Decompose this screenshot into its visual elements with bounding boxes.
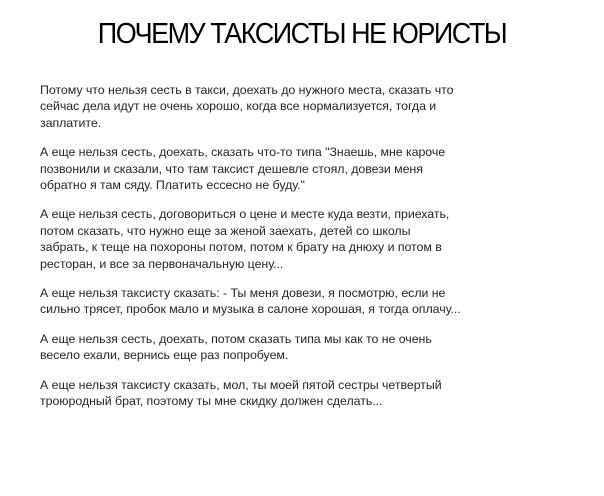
text-line: заплатите.: [40, 115, 102, 130]
page-title: ПОЧЕМУ ТАКСИСТЫ НЕ ЮРИСТЫ: [97, 18, 507, 50]
text-line: А еще нельзя сесть, договориться о цене и месте куда везти, приехать,: [40, 207, 450, 222]
text-line: А еще нельзя таксисту сказать: - Ты меня довези, я посмотрю, если не: [40, 286, 446, 301]
text-line: забрать, к теще на похороны потом, потом к брату на днюху и потом в: [40, 240, 442, 255]
paragraph-2: [40, 144, 585, 193]
text-line: обратно я там сяду. Платить ессесно не буду.": [40, 178, 305, 193]
text-line: потом сказать, что нужно еще за женой заехать, детей со школы: [40, 223, 411, 238]
document-body: [40, 82, 585, 423]
paragraph-4: [40, 285, 585, 318]
text-line: А еще нельзя сесть, доехать, потом сказать типа мы как то не очень: [40, 331, 432, 346]
text-line: А еще нельзя сесть, доехать, сказать что-то типа "Знаешь, мне кароче: [40, 145, 446, 160]
text-line: сильно трясет, пробок мало и музыка в салоне хорошая, я тогда оплачу...: [40, 302, 461, 317]
paragraph-1: [40, 82, 585, 131]
text-line: А еще нельзя таксисту сказать, мол, ты моей пятой сестры четвертый: [40, 377, 442, 392]
text-line: Потому что нельзя сесть в такси, доехать до нужного места, сказать что: [40, 83, 454, 97]
paragraph-5: [40, 331, 585, 364]
text-line: ресторан, и все за первоначальную цену...: [40, 256, 284, 271]
text-line: весело ехали, вернись еще раз попробуем.: [40, 348, 289, 363]
text-line: сейчас дела идут не очень хорошо, когда все нормализуется, тогда и: [40, 99, 437, 114]
text-line: позвонили и сказали, что там таксист дешевле стоял, довези меня: [40, 161, 423, 176]
text-line: троюродный брат, поэтому ты мне скидку должен сделать...: [40, 394, 383, 409]
paragraph-6: [40, 377, 585, 410]
paragraph-3: [40, 206, 585, 272]
